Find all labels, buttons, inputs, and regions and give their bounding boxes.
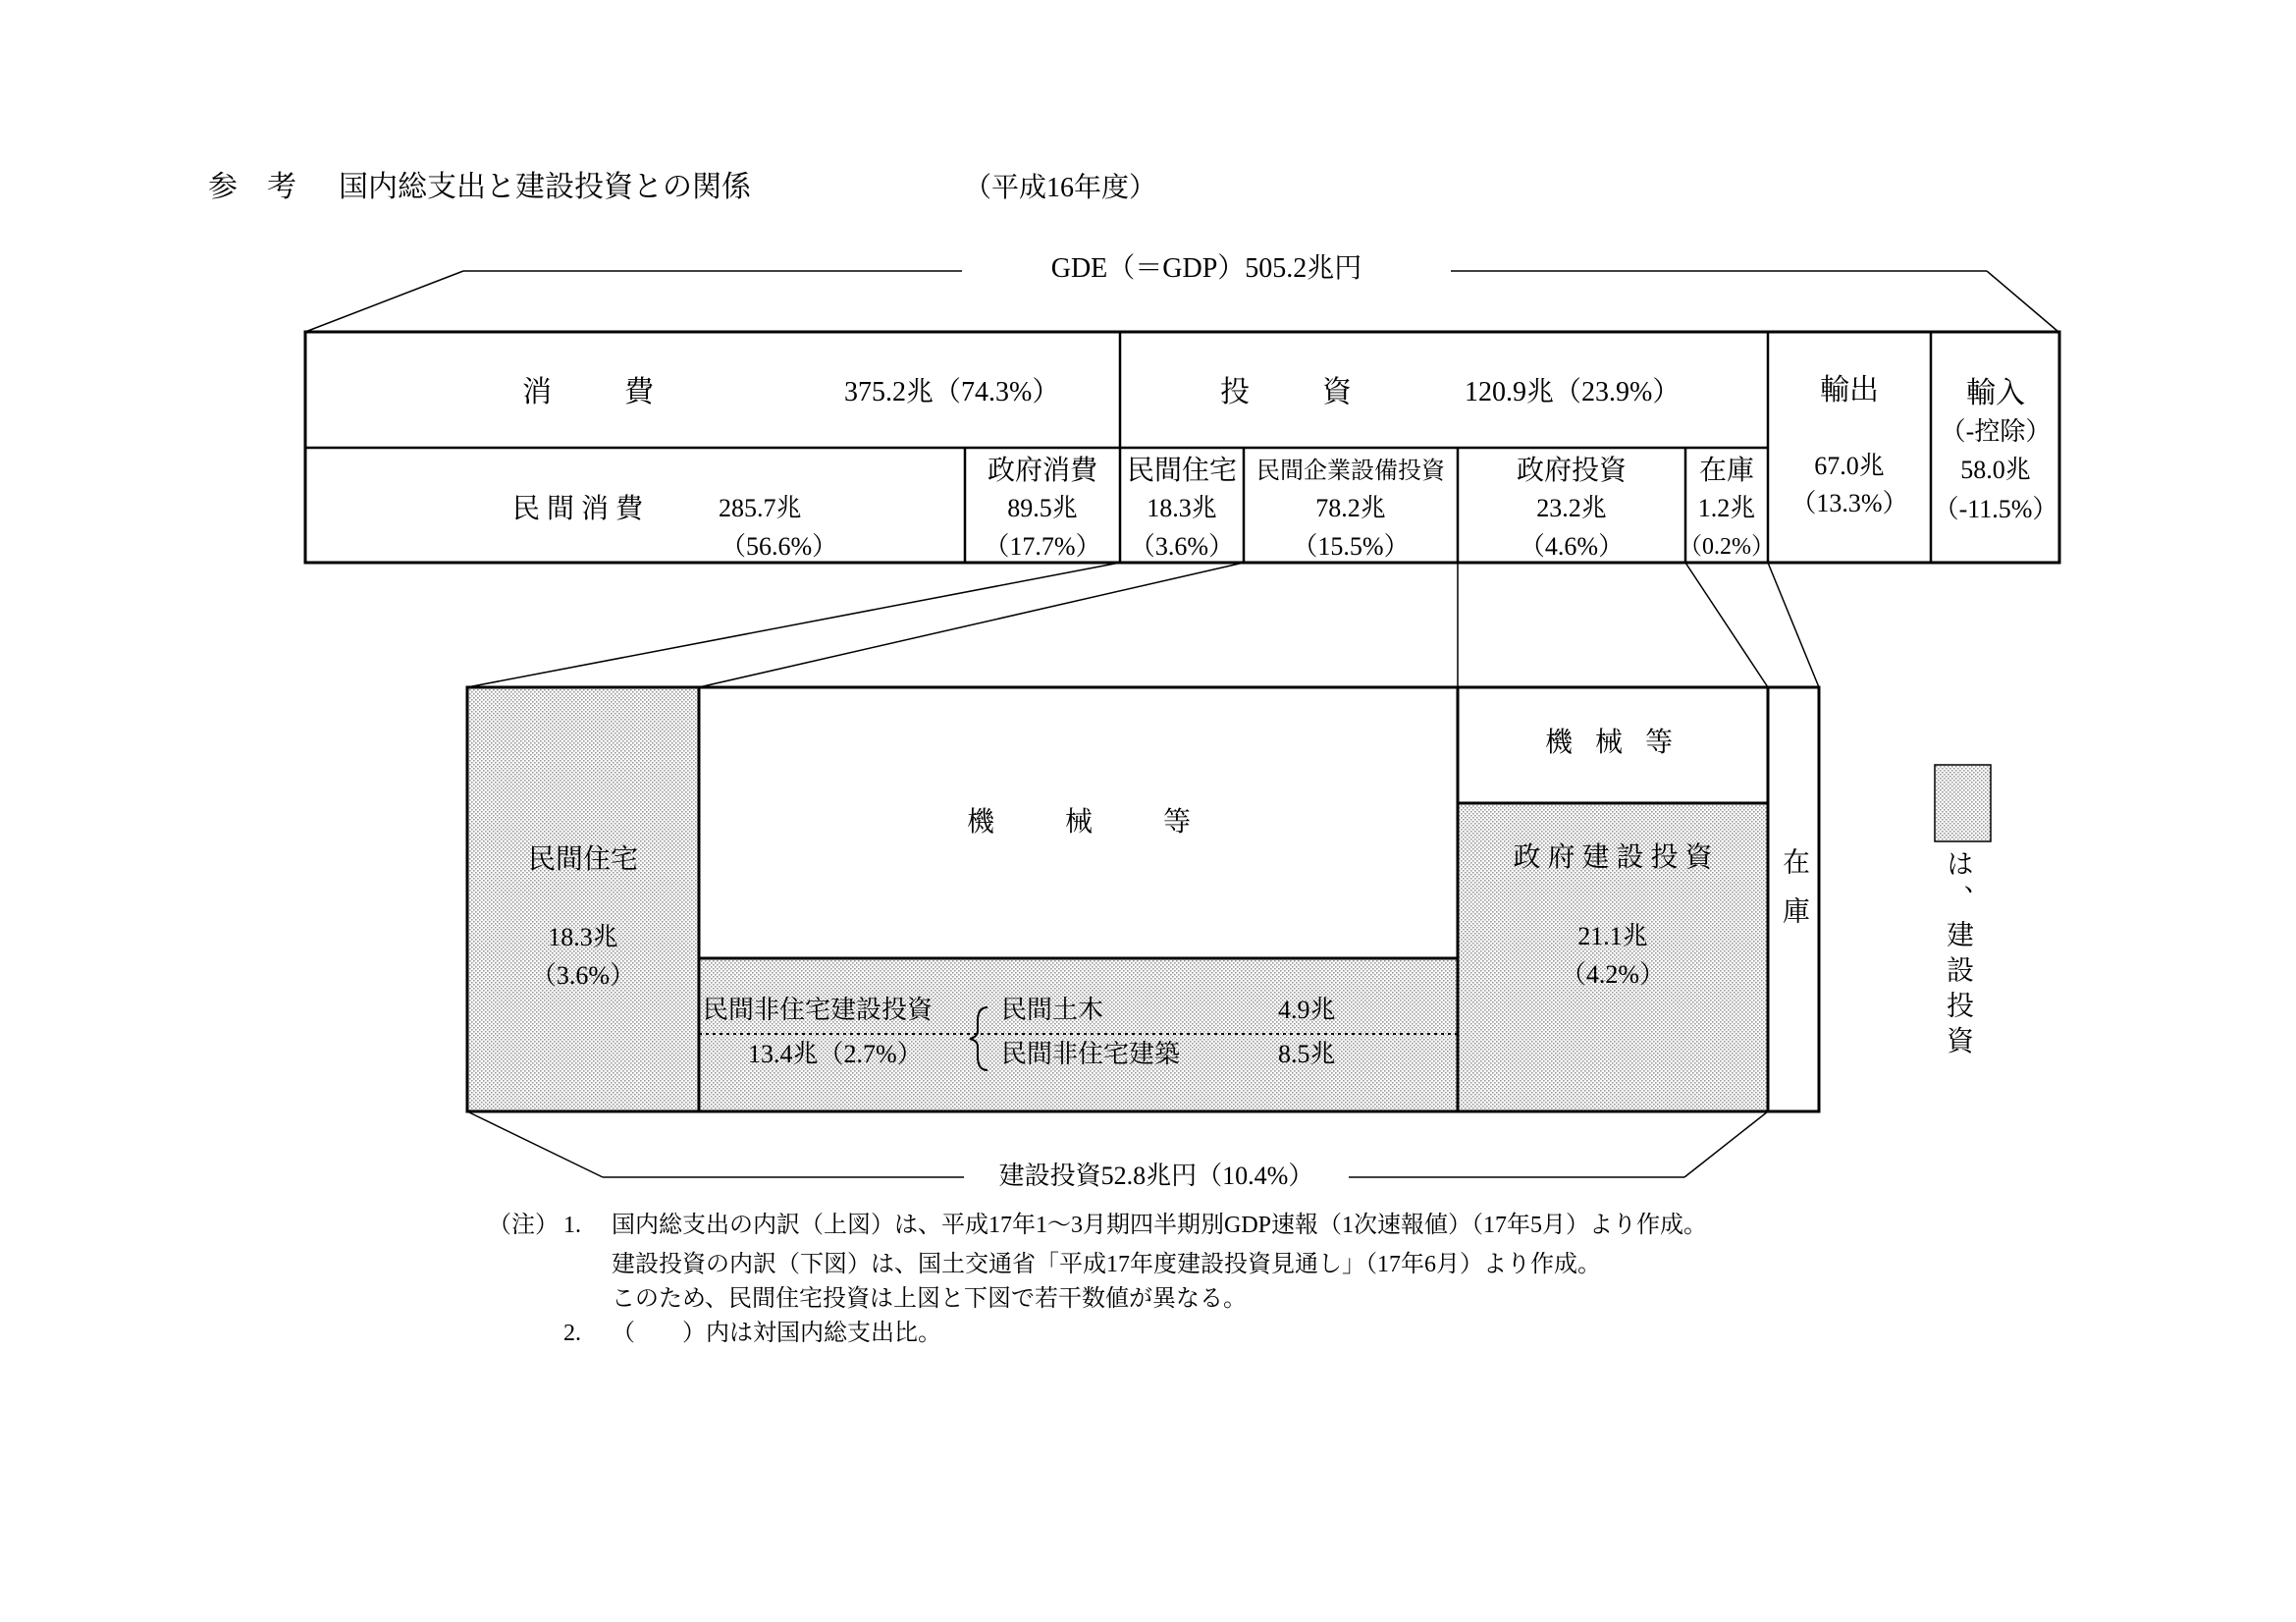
- gov-investment-pct: （4.6%）: [1519, 532, 1625, 561]
- gde-label: GDE（＝GDP）505.2兆円: [1050, 253, 1362, 284]
- private-consumption-pct: （56.6%）: [721, 532, 838, 561]
- note-2-number: 2.: [563, 1321, 581, 1346]
- nonres-label: 民間非住宅建設投資: [703, 996, 934, 1024]
- reference-label: 参 考: [208, 171, 296, 203]
- note-1-line-2: 建設投資の内訳（下図）は、国土交通省「平成17年度建設投資見通し」（17年6月）より作成。: [612, 1252, 1601, 1277]
- gov-consumption-label: 政府消費: [987, 456, 1098, 486]
- note-1-line-3: このため、民間住宅投資は上図と下図で若干数値が異なる。: [612, 1286, 1248, 1312]
- investment-label: 投 資: [1220, 376, 1373, 408]
- gov-construction-pct: （4.2%）: [1560, 960, 1666, 989]
- private-housing-label: 民間住宅: [1126, 456, 1238, 486]
- imports-note: （-控除）: [1940, 417, 2052, 446]
- private-housing-value: 18.3兆: [1147, 494, 1217, 522]
- inventory-pct: （0.2%）: [1679, 534, 1775, 560]
- gov-investment-label: 政府投資: [1516, 456, 1628, 486]
- housing-value: 18.3兆: [548, 923, 618, 951]
- notes-prefix: （注）: [488, 1213, 559, 1238]
- gov-construction-label: 政 府 建 設 投 資: [1513, 842, 1713, 873]
- building-label: 民間非住宅建築: [1001, 1040, 1181, 1068]
- legend-swatch: [1935, 765, 1991, 841]
- nonres-value: 13.4兆（2.7%）: [748, 1040, 923, 1068]
- gov-construction-value: 21.1兆: [1577, 922, 1648, 950]
- exports-value: 67.0兆: [1814, 452, 1885, 480]
- page-title: 国内総支出と建設投資との関係: [339, 171, 751, 203]
- machinery-gov-label: 機 械 等: [1544, 728, 1682, 758]
- construction-total-label: 建設投資52.8兆円（10.4%）: [998, 1162, 1314, 1190]
- private-housing-pct: （3.6%）: [1129, 532, 1235, 561]
- private-capex-label: 民間企業設備投資: [1256, 459, 1445, 484]
- connector-lines: [467, 563, 1819, 687]
- imports-value: 58.0兆: [1960, 456, 2031, 484]
- imports-pct: （-11.5%）: [1933, 495, 2058, 523]
- note-1-number: 1.: [563, 1213, 581, 1238]
- inventory-label: 在庫: [1698, 456, 1755, 486]
- consumption-label: 消 費: [522, 376, 675, 408]
- consumption-value: 375.2兆（74.3%）: [844, 377, 1060, 407]
- note-1-line-1: 国内総支出の内訳（上図）は、平成17年1～3月期四半期別GDP速報（1次速報値）（17年5月）より作成。: [612, 1213, 1708, 1238]
- building-value: 8.5兆: [1278, 1040, 1336, 1068]
- inventory-value: 1.2兆: [1697, 494, 1756, 522]
- machinery-private-label: 機 械 等: [966, 807, 1213, 838]
- gov-consumption-pct: （17.7%）: [984, 532, 1101, 561]
- civil-value: 4.9兆: [1278, 996, 1336, 1024]
- housing-pct: （3.6%）: [530, 961, 636, 990]
- exports-label: 輸出: [1820, 374, 1879, 406]
- private-capex-pct: （15.5%）: [1292, 532, 1410, 561]
- gov-consumption-value: 89.5兆: [1007, 494, 1078, 522]
- bottom-inventory-label: 在庫: [1779, 847, 1809, 946]
- exports-pct: （13.3%）: [1790, 489, 1908, 517]
- private-capex-value: 78.2兆: [1315, 494, 1386, 522]
- fiscal-year: （平成16年度）: [964, 173, 1157, 203]
- note-2-text: （ ）内は対国内総支出比。: [612, 1321, 941, 1346]
- civil-label: 民間土木: [1001, 996, 1104, 1024]
- private-consumption-label: 民 間 消 費: [512, 494, 644, 524]
- top-table: [305, 332, 2059, 563]
- private-consumption-value: 285.7兆: [719, 494, 802, 522]
- imports-label: 輸入: [1966, 377, 2025, 409]
- gov-investment-value: 23.2兆: [1536, 494, 1607, 522]
- housing-label: 民間住宅: [527, 844, 639, 875]
- legend-text: は、建設投資: [1943, 849, 1973, 1061]
- investment-value: 120.9兆（23.9%）: [1465, 377, 1681, 407]
